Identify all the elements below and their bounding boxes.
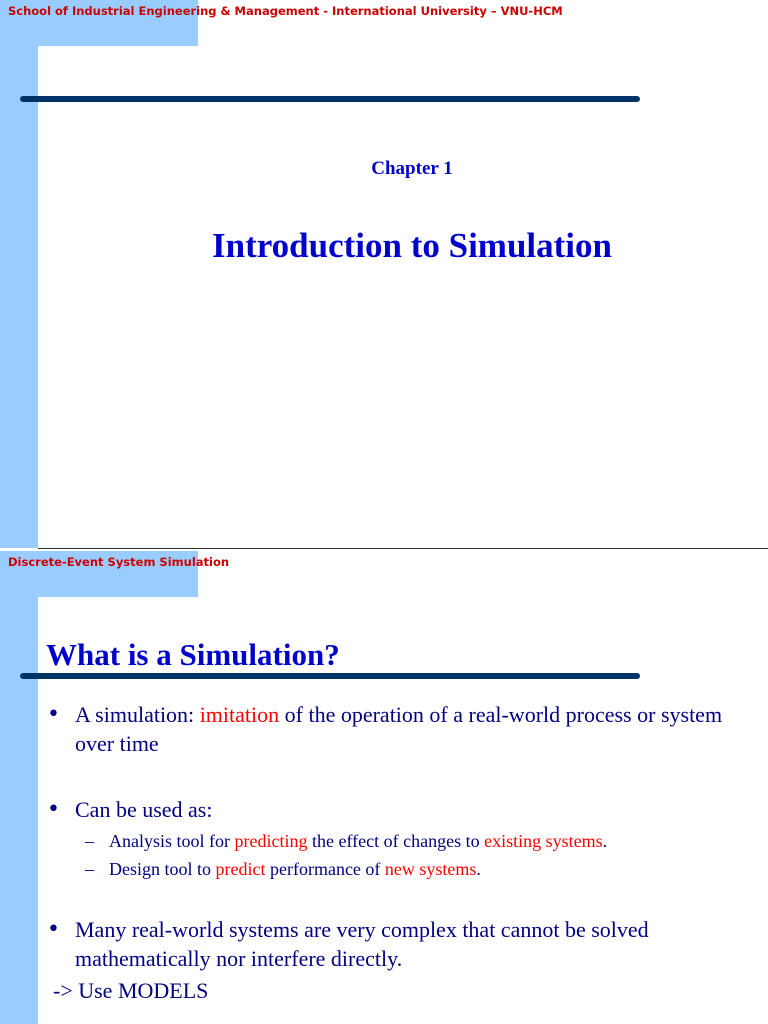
- decor-band-left: [0, 551, 38, 1024]
- highlight-text: predicting: [234, 831, 308, 851]
- slide-2: [0, 551, 768, 1024]
- conclusion-text: -> Use MODELS: [53, 978, 209, 1003]
- sub-bullet-1: [85, 827, 608, 855]
- bullet-text: Many real-world systems are very complex that cannot be solved mathematically nor interfere directly.: [75, 917, 649, 971]
- dash-icon: –: [85, 831, 94, 851]
- bullet-2: [47, 795, 755, 824]
- bullet-text: of the operation of a real-world process or system over time: [75, 702, 723, 756]
- bullet-icon: •: [47, 917, 60, 942]
- course-footer: Discrete-Event System Simulation: [8, 555, 230, 569]
- decor-curve: [38, 46, 84, 92]
- sub-text: .: [602, 831, 608, 851]
- highlight-text: new systems: [384, 859, 477, 879]
- bullet-text: A simulation:: [75, 702, 200, 727]
- highlight-text: imitation: [199, 702, 280, 727]
- bullet-text: Can be used as:: [75, 797, 213, 822]
- highlight-text: predict: [215, 859, 266, 879]
- bullet-3: [47, 915, 715, 973]
- title-rule: [20, 673, 640, 679]
- bullet-1: [47, 700, 755, 758]
- sub-text: Analysis tool for: [109, 831, 235, 851]
- sub-text: Design tool to: [109, 859, 216, 879]
- sub-text: .: [476, 859, 481, 879]
- school-header: School of Industrial Engineering & Management - International University – VNU-HCM: [8, 4, 563, 18]
- title-rule: [20, 96, 640, 102]
- bullet-icon: •: [47, 702, 60, 727]
- highlight-text: existing systems: [484, 831, 603, 851]
- slide-title: Introduction to Simulation: [212, 226, 612, 265]
- dash-icon: –: [85, 859, 94, 879]
- bullet-icon: •: [47, 797, 60, 822]
- page-separator: [38, 548, 768, 549]
- chapter-label: Chapter 1: [371, 158, 453, 179]
- slide-title: What is a Simulation?: [46, 637, 340, 672]
- decor-band-left: [0, 0, 38, 548]
- sub-bullet-2: [85, 855, 481, 883]
- sub-text: performance of: [265, 859, 385, 879]
- sub-text: the effect of changes to: [307, 831, 485, 851]
